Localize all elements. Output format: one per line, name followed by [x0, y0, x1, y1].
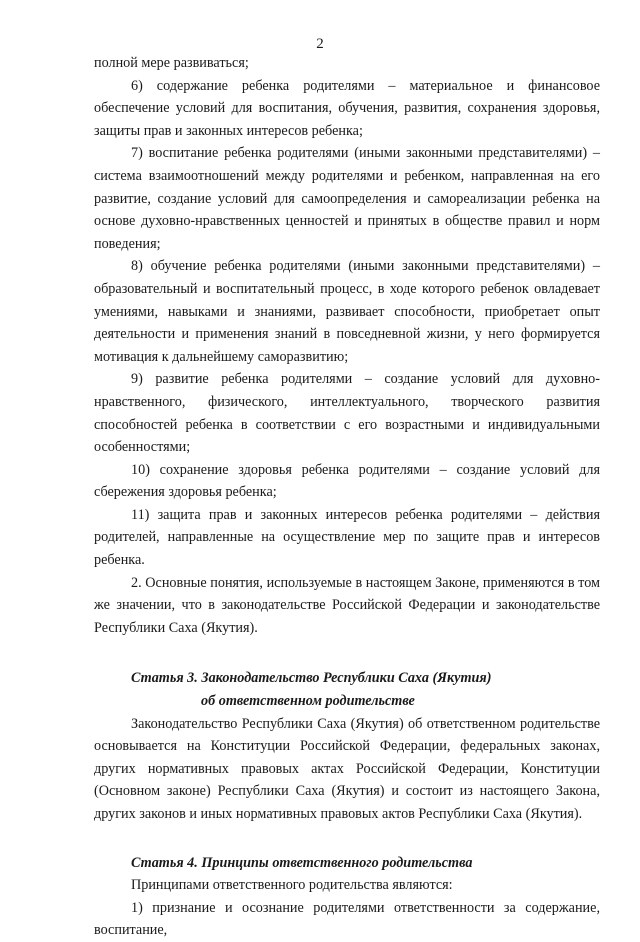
document-body	[94, 52, 600, 942]
paragraph-item-6: 6) содержание ребенка родителями – материальное и финансовое обеспечение условий для воспитания, обучения, развития, сохранения здоровья, защиты прав и законных интересов ребенка;	[94, 77, 600, 139]
paragraph-item-10: 10) сохранение здоровья ребенка родителями – создание условий для сбережения здоровья ребенка;	[94, 461, 600, 501]
paragraph-item-9: 9) развитие ребенка родителями – создание условий для духовно-нравственного, физического, интеллектуального, творческого развития способностей ребенка в соответствии с его возрастными и индивидуальными особенностями;	[94, 371, 600, 456]
article-4-title: Статья 4. Принципы ответственного родительства	[131, 854, 473, 871]
paragraph-item-8: 8) обучение ребенка родителями (иными законными представителями) – образовательный и воспитательный процесс, в ходе которого ребенок овладевает умениями, навыками и знаниями, развивает способности, приобретает опыт деятельности и применения знаний в повседневной жизни, у него формируется мотивация к дальнейшему саморазвитию;	[94, 258, 600, 365]
article-4-intro: Принципами ответственного родительства являются:	[131, 877, 453, 894]
article-3-title-line1: Статья 3. Законодательство Республики Саха (Якутия)	[131, 670, 492, 687]
paragraph-clause-2: 2. Основные понятия, используемые в настоящем Законе, применяются в том же значении, что в законодательстве Российской Федерации и законодательстве Республики Саха (Якутия).	[94, 574, 600, 636]
article-3-text: Законодательство Республики Саха (Якутия) об ответственном родительстве основывается на Конституции Российской Федерации, федеральных законах, других нормативных правовых актах Российской Федерации, Конституции (Основном законе) Республики Саха (Якутия) и состоит из настоящего Закона, других законов и иных нормативных правовых актов Республики Саха (Якутия).	[94, 715, 600, 822]
page-number: 2	[316, 36, 324, 52]
article-3-title-line2: об ответственном родительстве	[201, 693, 415, 710]
paragraph-item-11: 11) защита прав и законных интересов ребенка родителями – действия родителей, направленные на осуществление мер по защите прав и интересов ребенка.	[94, 506, 600, 569]
paragraph-item-7: 7) воспитание ребенка родителями (иными законными представителями) – система взаимоотношений между родителями и ребенком, направленная на его развитие, создание условий для самоопределения и самореализации ребенка на основе духовно-нравственных ценностей и принятых в обществе правил и норм поведения;	[94, 145, 600, 252]
article-4-item-1: 1) признание и осознание родителями ответственности за содержание, воспитание,	[94, 899, 600, 939]
paragraph-continuation: полной мере развиваться;	[94, 55, 249, 71]
